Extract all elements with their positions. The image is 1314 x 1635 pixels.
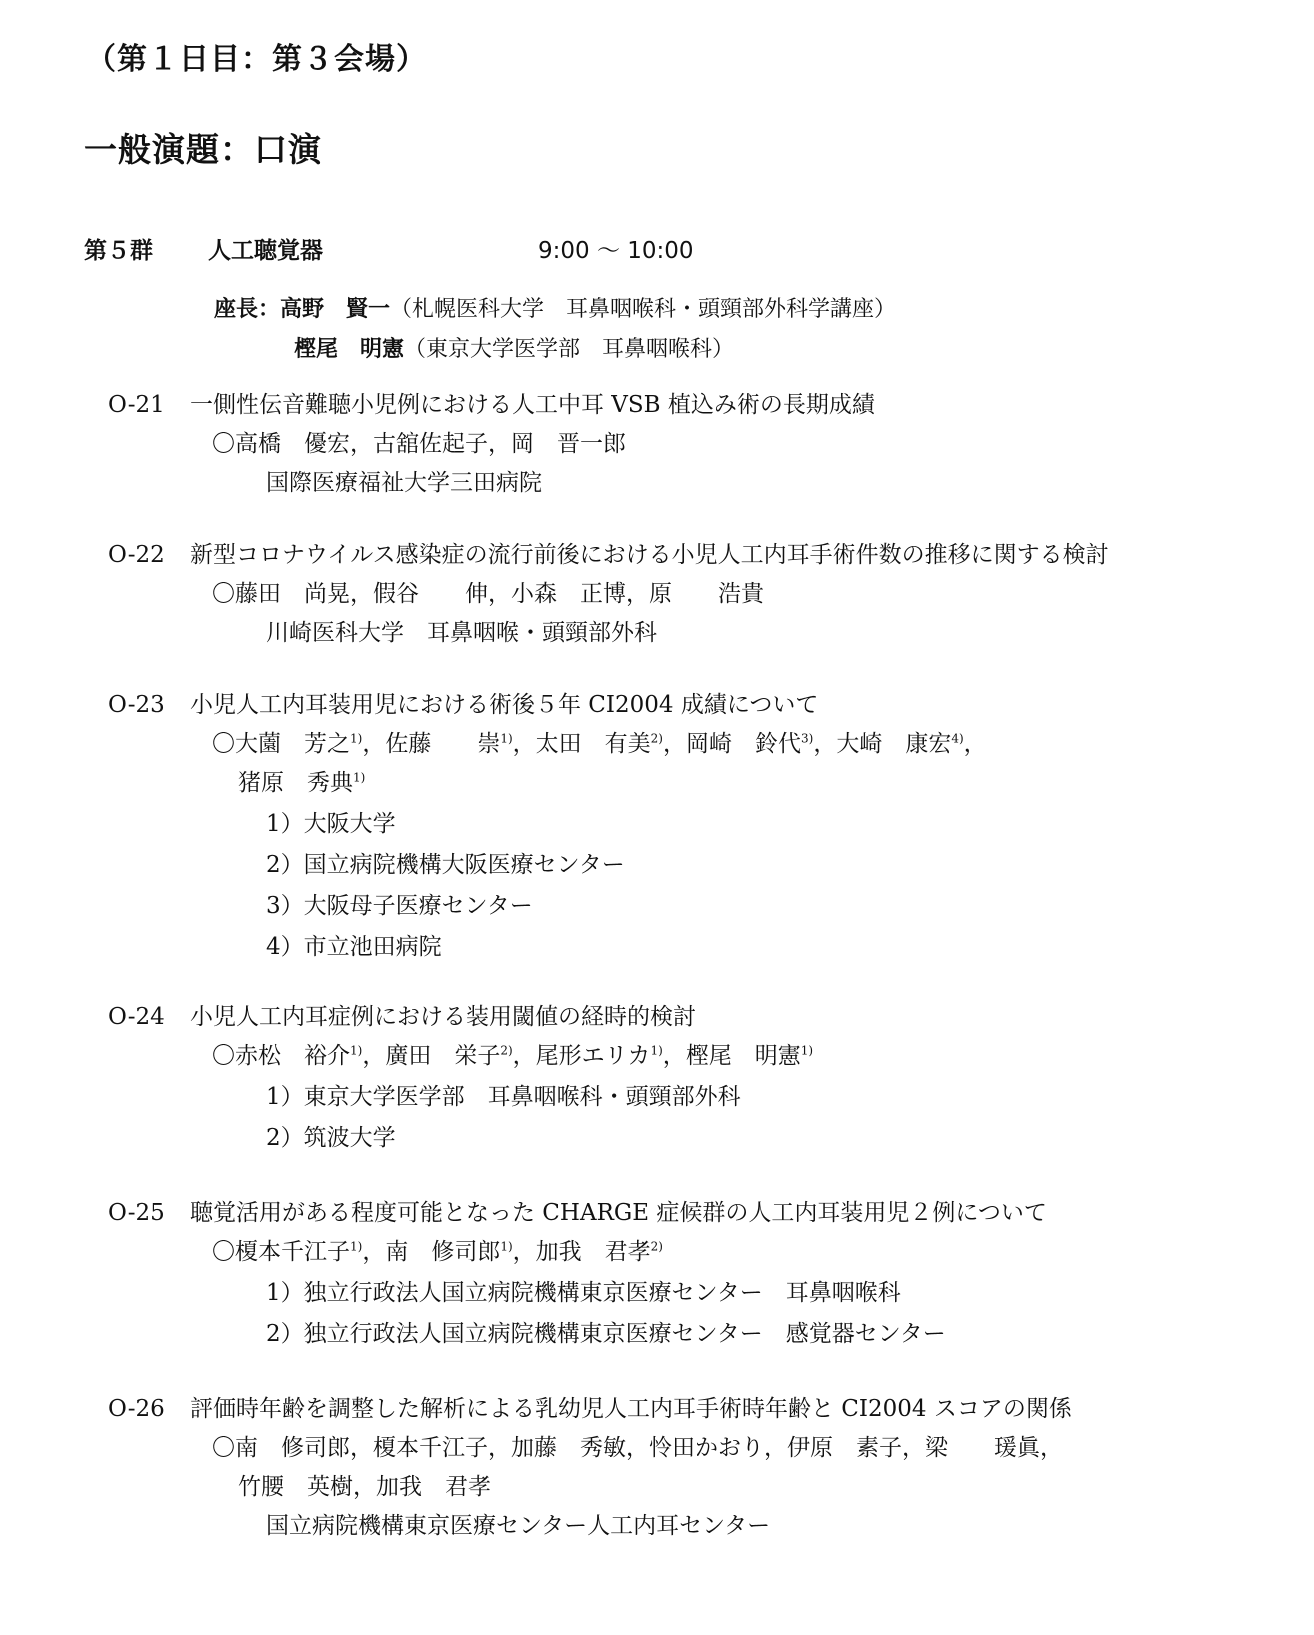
chairpersons <box>214 290 896 370</box>
presentation-o23 <box>108 686 1288 967</box>
separator: ， <box>963 731 987 757</box>
affiliation: 3）大阪母子医療センター <box>266 893 533 919</box>
chair-name: 高野 賢一 <box>280 297 391 322</box>
venue-heading: （第１日目：第３会場） <box>86 42 427 77</box>
presentation-title: 聴覚活用がある程度可能となった CHARGE 症候群の人工内耳装用児２例について <box>190 1200 1047 1226</box>
author: ，岡崎 鈴代 <box>662 731 801 757</box>
author-list-continued: 竹腰 英樹，加我 君孝 <box>238 1474 491 1500</box>
category-heading: 一般演題：口演 <box>84 130 322 169</box>
presentation-title: 一側性伝音難聴小児例における人工中耳 VSB 植込み術の長期成績 <box>190 392 875 418</box>
author: ，尾形エリカ <box>512 1043 651 1069</box>
affiliation-mark: 2) <box>650 731 663 746</box>
presentation-title: 小児人工内耳症例における装用閾値の経時的検討 <box>190 1004 696 1030</box>
presentation-code: O-26 <box>108 1396 165 1422</box>
affiliation: 1）独立行政法人国立病院機構東京医療センター 耳鼻咽喉科 <box>266 1280 901 1306</box>
chair-row <box>214 290 896 330</box>
chair-label: 座長： <box>214 297 281 322</box>
affiliation: 2）独立行政法人国立病院機構東京医療センター 感覚器センター <box>266 1321 946 1347</box>
affiliation-mark: 1) <box>350 1043 363 1058</box>
presentation-o24 <box>108 998 1288 1158</box>
session-header <box>84 232 1184 266</box>
chair-affiliation: （東京大学医学部 耳鼻咽喉科） <box>404 337 735 362</box>
chair-affiliation: （札幌医科大学 耳鼻咽喉科・頭頸部外科学講座） <box>390 297 897 322</box>
author: 〇赤松 裕介 <box>212 1043 350 1069</box>
author-list <box>108 725 1288 764</box>
session-number: 第５群 <box>84 238 153 264</box>
presentation-code: O-25 <box>108 1200 165 1226</box>
author: 〇大薗 芳之 <box>212 731 350 757</box>
author: 〇榎本千江子 <box>212 1239 350 1265</box>
affiliation: 国際医療福祉大学三田病院 <box>266 470 542 496</box>
author: ，大崎 康宏 <box>813 731 952 757</box>
affiliation-mark: 1) <box>500 1239 513 1254</box>
affiliation-mark: 1) <box>350 731 363 746</box>
affiliation-mark: 1) <box>650 1043 663 1058</box>
author: ，太田 有美 <box>512 731 651 757</box>
author-list-continued <box>108 764 1288 803</box>
affiliation: 4）市立池田病院 <box>266 934 442 960</box>
author: ，樫尾 明憲 <box>662 1043 801 1069</box>
presentation-code: O-23 <box>108 692 165 718</box>
presentation-title: 評価時年齢を調整した解析による乳幼児人工内耳手術時年齢と CI2004 スコアの関係 <box>190 1396 1072 1422</box>
affiliation: 2）筑波大学 <box>266 1125 396 1151</box>
presentation-o25 <box>108 1194 1288 1354</box>
affiliation-mark: 1) <box>353 770 366 785</box>
presentation-o22 <box>108 536 1288 653</box>
session-time: 9:00 〜 10:00 <box>538 238 694 264</box>
author-list <box>108 1233 1288 1272</box>
session-title: 人工聴覚器 <box>208 238 323 264</box>
presentation-o21 <box>108 386 1288 503</box>
author: 猪原 秀典 <box>238 770 353 796</box>
presentation-title: 新型コロナウイルス感染症の流行前後における小児人工内耳手術件数の推移に関する検討 <box>190 542 1109 568</box>
author: ，加我 君孝 <box>512 1239 651 1265</box>
author: ，佐藤 崇 <box>362 731 501 757</box>
presentation-code: O-21 <box>108 392 165 418</box>
affiliation-mark: 1) <box>500 731 513 746</box>
presentation-code: O-22 <box>108 542 165 568</box>
affiliation: 1）大阪大学 <box>266 811 396 837</box>
chair-name: 樫尾 明憲 <box>294 337 405 362</box>
affiliation-mark: 1) <box>800 1043 814 1058</box>
author-list: 〇高橋 優宏，古舘佐起子，岡 晋一郎 <box>212 431 626 457</box>
presentation-o26 <box>108 1390 1288 1546</box>
affiliation: 川崎医科大学 耳鼻咽喉・頭頸部外科 <box>266 620 657 646</box>
author: ，南 修司郎 <box>362 1239 501 1265</box>
affiliation: 1）東京大学医学部 耳鼻咽喉科・頭頸部外科 <box>266 1084 741 1110</box>
presentation-code: O-24 <box>108 1004 165 1030</box>
author: ，廣田 栄子 <box>362 1043 501 1069</box>
affiliation: 国立病院機構東京医療センター人工内耳センター <box>266 1513 771 1539</box>
author-list: 〇南 修司郎，榎本千江子，加藤 秀敏，怜田かおり，伊原 素子，梁 瑗眞， <box>212 1435 1063 1461</box>
affiliation-mark: 1) <box>350 1239 363 1254</box>
author-list <box>108 1037 1288 1076</box>
presentation-title: 小児人工内耳装用児における術後５年 CI2004 成績について <box>190 692 819 718</box>
affiliation-mark: 4) <box>951 731 964 746</box>
affiliation-mark: 2) <box>650 1239 663 1254</box>
chair-row <box>214 330 896 370</box>
affiliation-mark: 2) <box>500 1043 513 1058</box>
affiliation: 2）国立病院機構大阪医療センター <box>266 852 625 878</box>
author-list: 〇藤田 尚晃，假谷 伸，小森 正博，原 浩貴 <box>212 581 764 607</box>
affiliation-mark: 3) <box>800 731 814 746</box>
